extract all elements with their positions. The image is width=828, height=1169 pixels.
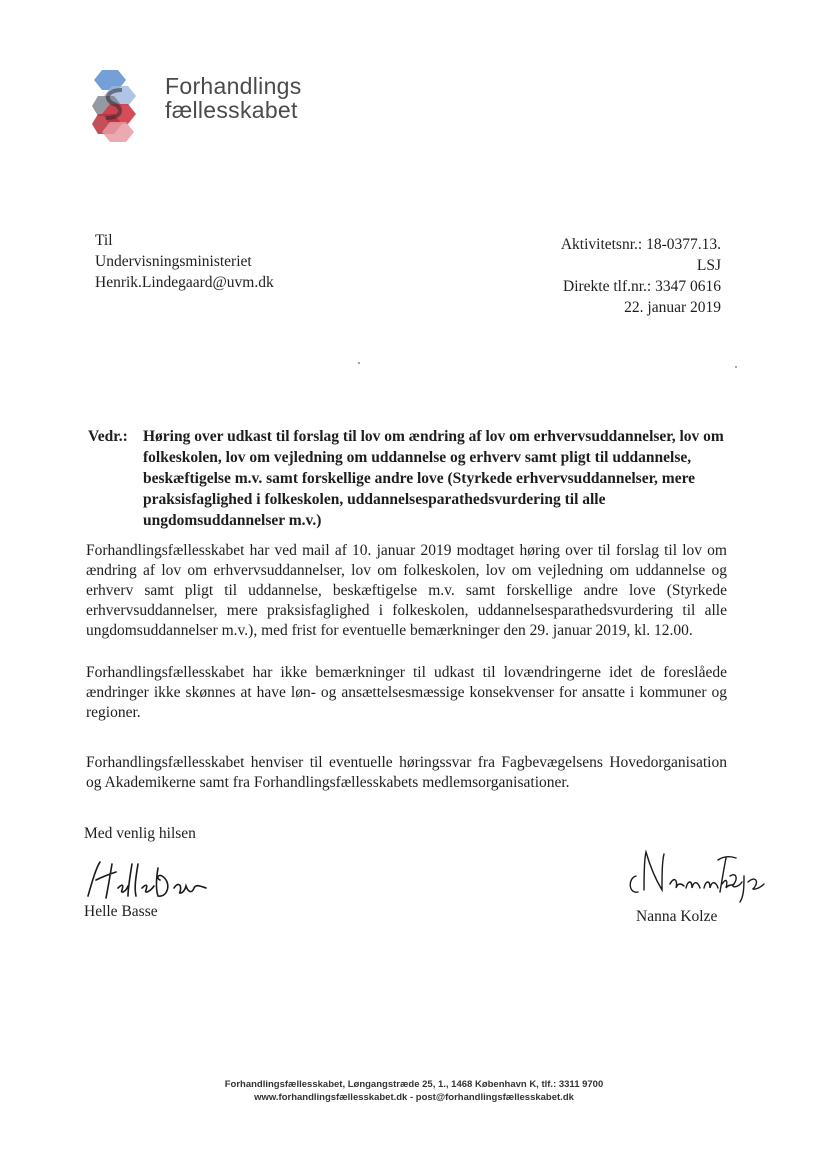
signatory-name-1: Helle Basse — [84, 903, 158, 920]
logo-line-1: Forhandlings — [165, 73, 302, 99]
scan-speck — [735, 366, 737, 368]
footer-web-email: www.forhandlingsfællesskabet.dk - post@forhandlingsfællesskabet.dk — [254, 1092, 574, 1103]
scan-speck — [358, 362, 360, 364]
signatory-name-2: Nanna Kolze — [636, 908, 718, 925]
signature-helle-basse — [82, 858, 212, 909]
logo-wordmark — [165, 74, 302, 122]
body-paragraph-1: Forhandlingsfællesskabet har ved mail af 10. januar 2019 modtaget høring over til forslag til lov om ændring af lov om erhvervsuddannelser, lov om folkeskolen, lov om vejledning om uddannelse og erhverv samt pligt til uddannelse, beskæftigelse m.v. samt forskellige andre love (Styrkede erhvervsuddannelser, mere praksisfaglighed i folkeskolen, uddannelsesparathedsvurdering til alle ungdomsuddannelser m.v.), med frist for eventuelle bemærkninger den 29. januar 2019, kl. 12.00. — [86, 542, 727, 639]
body-paragraph-3: Forhandlingsfællesskabet henviser til eventuelle høringssvar fra Fagbevægelsens Hovedorganisation og Akademikerne samt fra Forhandlingsfællesskabets medlemsorganisationer. — [86, 754, 727, 791]
subject-text: Høring over udkast til forslag til lov om ændring af lov om erhvervsuddannelser, lov om folkeskolen, lov om vejledning om uddannelse og erhverv samt pligt til uddannelse, beskæftigelse m.v. samt forskellige andre love (Styrkede erhvervsuddannelser, mere praksisfaglighed i folkeskolen, uddannelsesparathedsvurdering til alle ungdomsuddannelser m.v.) — [143, 428, 724, 529]
recipient-block — [95, 230, 274, 293]
subject-label: Vedr.: — [88, 428, 128, 445]
signature-nanna-kolze — [622, 846, 772, 909]
recipient-email: Henrik.Lindegaard@uvm.dk — [95, 274, 274, 291]
initials: LSJ — [696, 257, 721, 274]
footer-address: Forhandlingsfællesskabet, Løngangstræde 25, 1., 1468 København K, tlf.: 3311 9700 — [224, 1079, 604, 1090]
activity-number: Aktivitetsnr.: 18-0377.13. — [560, 236, 721, 253]
subject-block — [88, 426, 738, 531]
letter-meta — [561, 234, 721, 318]
closing-greeting: Med venlig hilsen — [84, 825, 196, 842]
body-paragraph-2: Forhandlingsfællesskabet har ikke bemærkninger til udkast til lovændringerne idet de foreslåede ændringer ikke skønnes at have løn- og ansættelsesmæssige konsekvenser for ansatte i kommuner og regioner. — [86, 664, 727, 721]
logo-mark — [92, 68, 138, 149]
letter-date: 22. januar 2019 — [624, 299, 721, 316]
recipient-to: Til — [95, 232, 113, 249]
recipient-org: Undervisningsministeriet — [95, 253, 252, 270]
direct-phone: Direkte tlf.nr.: 3347 0616 — [563, 278, 721, 295]
letter-footer — [0, 1078, 828, 1104]
logo-line-2: fællesskabet — [165, 97, 298, 123]
